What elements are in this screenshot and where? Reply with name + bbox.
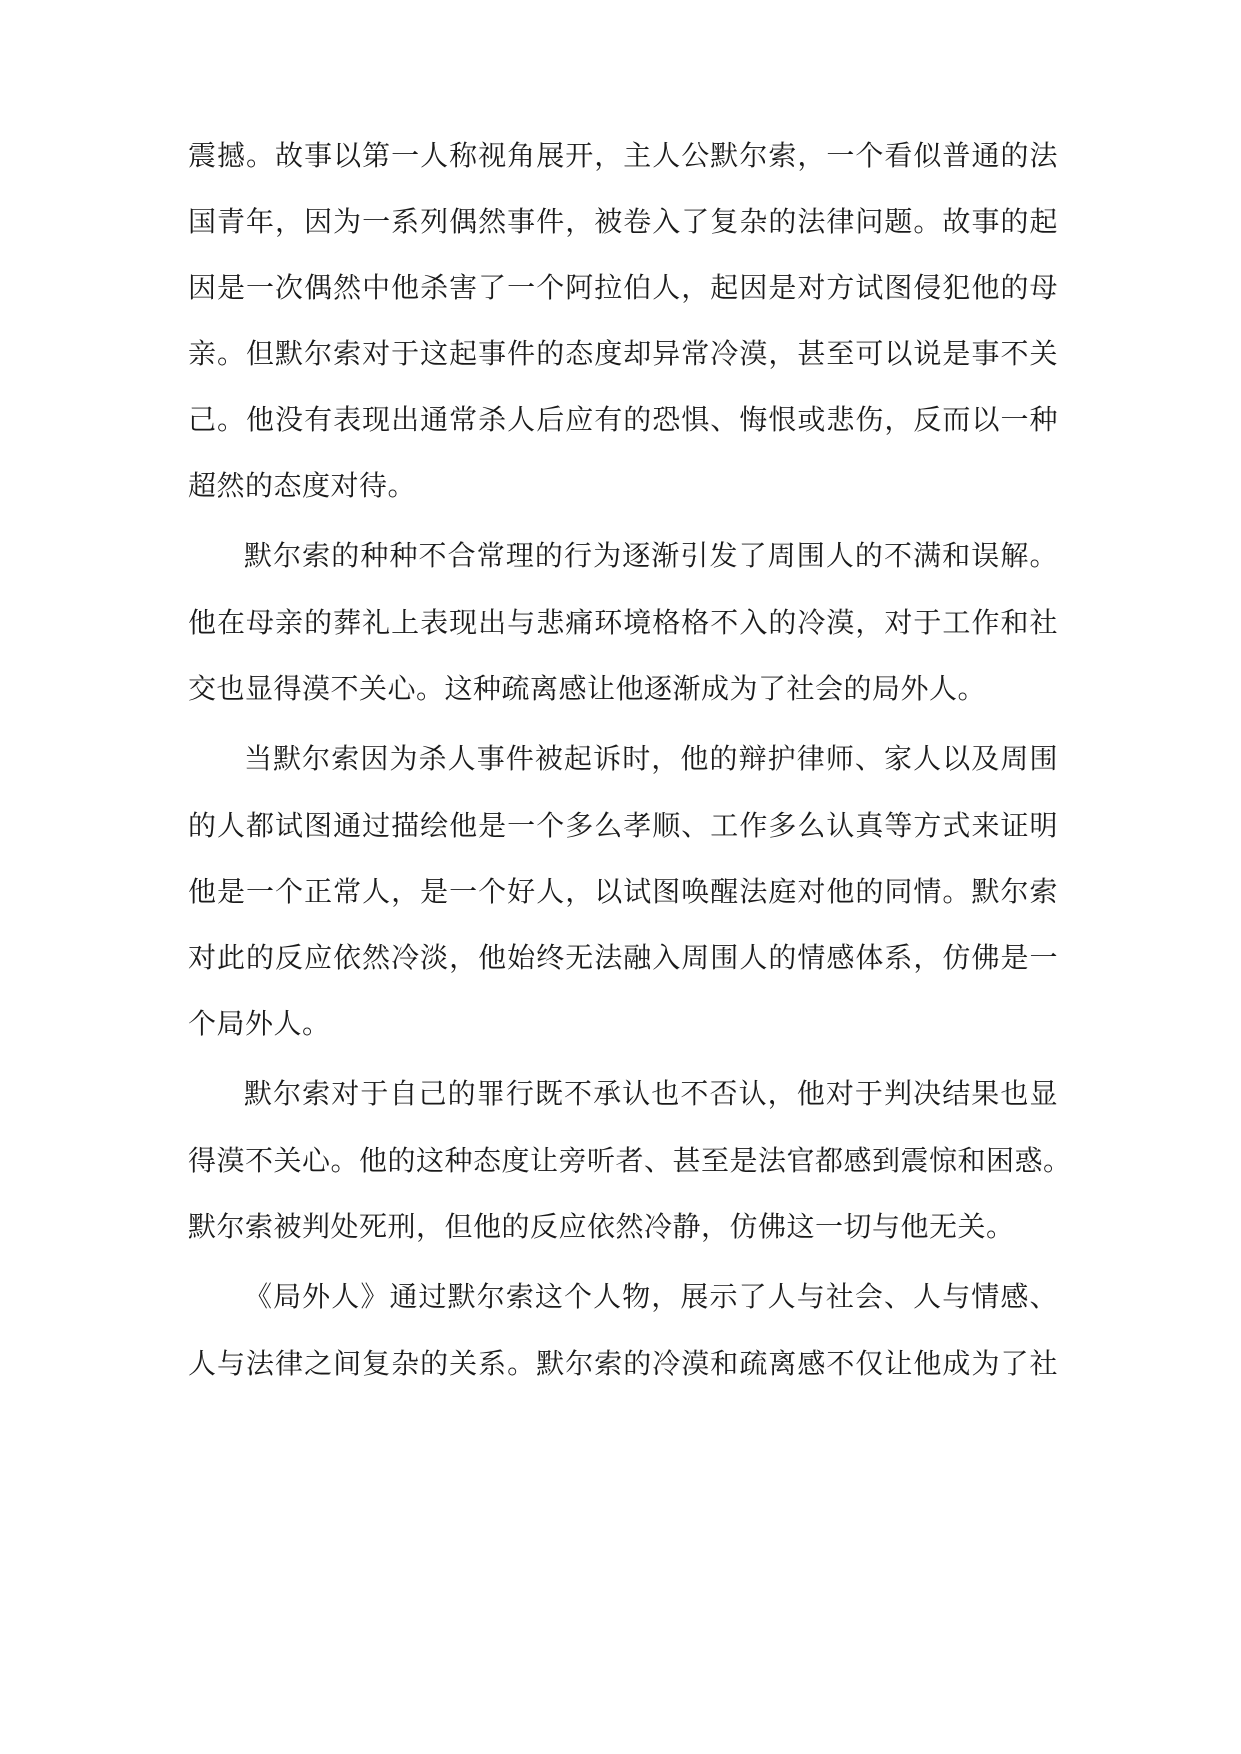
paragraph-first-line: 《局外人》通过默尔索这个人物，展示了人与社会、人与情感、 [244, 1280, 1058, 1313]
text-line: 交也显得漠不关心。这种疏离感让他逐渐成为了社会的局外人。 [188, 672, 987, 705]
text-line: 他在母亲的葬礼上表现出与悲痛环境格格不入的冷漠，对于工作和社 [188, 606, 1058, 639]
text-line: 超然的态度对待。 [188, 469, 417, 502]
text-line: 人与法律之间复杂的关系。默尔索的冷漠和疏离感不仅让他成为了社 [188, 1347, 1058, 1380]
paragraph-first-line: 默尔索对于自己的罪行既不承认也不否认，他对于判决结果也显 [244, 1077, 1058, 1110]
text-line: 的人都试图通过描绘他是一个多么孝顺、工作多么认真等方式来证明 [188, 809, 1058, 842]
text-line: 因是一次偶然中他杀害了一个阿拉伯人，起因是对方试图侵犯他的母 [188, 271, 1058, 304]
text-line: 得漠不关心。他的这种态度让旁听者、甚至是法官都感到震惊和困惑。 [188, 1144, 1072, 1177]
text-line: 对此的反应依然冷淡，他始终无法融入周围人的情感体系，仿佛是一 [188, 941, 1058, 974]
text-line: 己。他没有表现出通常杀人后应有的恐惧、悔恨或悲伤，反而以一种 [188, 403, 1058, 436]
text-line: 个局外人。 [188, 1007, 331, 1040]
text-line: 亲。但默尔索对于这起事件的态度却异常冷漠，甚至可以说是事不关 [188, 337, 1058, 370]
paragraph-first-line: 默尔索的种种不合常理的行为逐渐引发了周围人的不满和误解。 [244, 539, 1058, 572]
text-line: 国青年，因为一系列偶然事件，被卷入了复杂的法律问题。故事的起 [188, 205, 1058, 238]
text-line: 震撼。故事以第一人称视角展开，主人公默尔索，一个看似普通的法 [188, 139, 1058, 172]
text-line: 默尔索被判处死刑，但他的反应依然冷静，仿佛这一切与他无关。 [188, 1210, 1015, 1243]
paragraph-first-line: 当默尔索因为杀人事件被起诉时，他的辩护律师、家人以及周围 [244, 742, 1058, 775]
text-line: 他是一个正常人，是一个好人，以试图唤醒法庭对他的同情。默尔索 [188, 875, 1058, 908]
